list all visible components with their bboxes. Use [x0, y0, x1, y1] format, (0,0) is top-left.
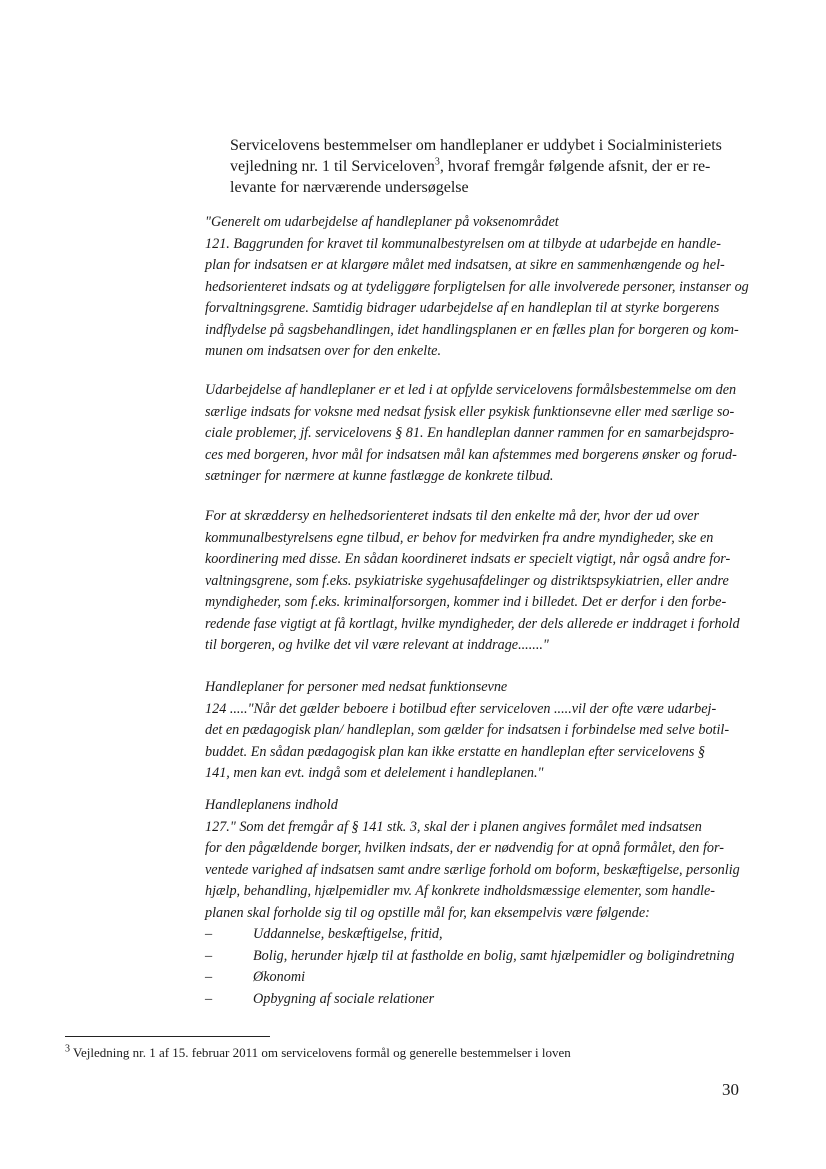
quote-line: for den pågældende borger, hvilken indsats, der er nødvendig for at opnå formålet, den for- — [205, 840, 724, 856]
quote-paragraph-5 — [205, 795, 750, 924]
quote-line: hjælp, behandling, hjælpemidler mv. Af konkrete indholdsmæssige elementer, som handle- — [205, 883, 716, 899]
footnote-reference[interactable]: 3 — [434, 156, 440, 168]
quote-line: redende fase vigtigt at få kortlagt, hvilke myndigheder, der dels allerede er inddraget i forhold — [205, 615, 740, 632]
intro-line-2-tail: , hvoraf fremgår følgende afsnit, der er re- — [439, 158, 711, 175]
intro-line-1: Servicelovens bestemmelser om handleplaner er uddybet i Socialministeriets — [230, 137, 722, 154]
list-item-text: Opbygning af sociale relationer — [253, 990, 435, 1007]
quote-line: munen om indsatsen over for den enkelte. — [205, 343, 442, 359]
quote-line: plan for indsatsen er at klargøre målet med indsatsen, at sikre en sammenhængende og hel- — [205, 257, 725, 273]
intro-paragraph — [230, 135, 750, 198]
quote-line: til borgeren, og hvilke det vil være relevant at inddrage......." — [205, 637, 549, 653]
quote-line: planen skal forholde sig til og opstille mål for, kan eksempelvis være følgende: — [205, 904, 650, 921]
quote-line: buddet. En sådan pædagogisk plan kan ikke erstatte en handleplan efter servicelovens § — [205, 743, 705, 760]
quote-line: hedsorienteret indsats og at tydeliggøre forpligtelsen for alle involverede personer, instanser og — [205, 278, 749, 295]
footnote-mark: 3 — [65, 1043, 70, 1055]
quote-paragraph-4 — [205, 677, 750, 785]
list-item-text: Økonomi — [253, 969, 306, 985]
dash-bullet: – — [205, 969, 213, 985]
footnote-text: Vejledning nr. 1 af 15. februar 2011 om servicelovens formål og generelle bestemmelser i loven — [70, 1045, 571, 1060]
quote-paragraph-1 — [205, 212, 750, 363]
footnote — [65, 1045, 571, 1061]
list-item — [205, 989, 750, 1011]
quote-line: 121. Baggrunden for kravet til kommunalbestyrelsen om at tilbyde at udarbejde en handle- — [205, 235, 722, 252]
quote-line: 127." Som det fremgår af § 141 stk. 3, skal der i planen angives formålet med indsatsen — [205, 818, 702, 835]
quote-line: det en pædagogisk plan/ handleplan, som gælder for indsatsen i forbindelse med selve botil- — [205, 722, 730, 738]
quote-line: ces med borgeren, hvor mål for indsatsen mål kan afstemmes med borgerens ønsker og forud- — [205, 446, 737, 463]
dash-bullet: – — [205, 947, 213, 964]
list-item — [205, 967, 750, 989]
quote-line: valtningsgrene, som f.eks. psykiatriske sygehusafdelinger og distriktspsykiatrien, eller andre — [205, 572, 729, 589]
quote-line: For at skræddersy en helhedsorienteret indsats til den enkelte må der, hvor der ud over — [205, 508, 699, 524]
dash-bullet: – — [205, 990, 213, 1007]
quote-line: "Generelt om udarbejdelse af handleplaner på voksenområdet — [205, 214, 559, 230]
quote-line: 141, men kan evt. indgå som et delelement i handleplanen." — [205, 765, 544, 781]
intro-line-3: levante for nærværende undersøgelse — [230, 179, 469, 196]
quote-line: Udarbejdelse af handleplaner er et led i at opfylde servicelovens formålsbestemmelse om den — [205, 382, 737, 398]
quote-line: kommunalbestyrelsens egne tilbud, er behov for medvirken fra andre myndigheder, ske en — [205, 529, 714, 546]
list-item — [205, 924, 750, 946]
quote-line: særlige indsats for voksne med nedsat fysisk eller psykisk funktionsevne eller med særlige so- — [205, 403, 735, 420]
intro-line-2: vejledning nr. 1 til Serviceloven — [230, 158, 435, 175]
quote-line: ciale problemer, jf. servicelovens § 81. En handleplan danner rammen for en samarbejdspro- — [205, 425, 734, 441]
quote-line: 124 ....."Når det gælder beboere i botilbud efter serviceloven .....vil der ofte være udarbej- — [205, 700, 717, 717]
dash-bullet: – — [205, 926, 213, 942]
list-item-text: Bolig, herunder hjælp til at fastholde en bolig, samt hjælpemidler og boligindretning — [253, 947, 735, 964]
quote-line: myndigheder, som f.eks. kriminalforsorgen, kommer ind i billedet. Det er derfor i den forbe- — [205, 594, 727, 610]
quote-line: koordinering med disse. En sådan koordineret indsats er specielt vigtigt, når også andre for- — [205, 551, 731, 567]
quote-heading: Handleplaner for personer med nedsat funktionsevne — [205, 679, 508, 695]
list-item-text: Uddannelse, beskæftigelse, fritid, — [253, 926, 443, 942]
quote-paragraph-3 — [205, 506, 750, 657]
content-elements-list — [205, 924, 750, 1010]
quote-line: sætninger for nærmere at kunne fastlægge de konkrete tilbud. — [205, 468, 554, 484]
quote-paragraph-2 — [205, 380, 750, 488]
quote-line: ventede varighed af indsatsen samt andre særlige forhold om boform, beskæftigelse, personlig — [205, 861, 740, 878]
quote-line: indflydelse på sagsbehandlingen, idet handlingsplanen er en fælles plan for borgeren og kom- — [205, 321, 739, 338]
page-number: 30 — [722, 1080, 739, 1099]
footnote-divider — [65, 1036, 270, 1037]
quote-line: forvaltningsgrene. Samtidig bidrager udarbejdelse af en handleplan til at styrke borgerens — [205, 300, 720, 316]
list-item — [205, 946, 750, 968]
quote-heading: Handleplanens indhold — [205, 797, 338, 813]
